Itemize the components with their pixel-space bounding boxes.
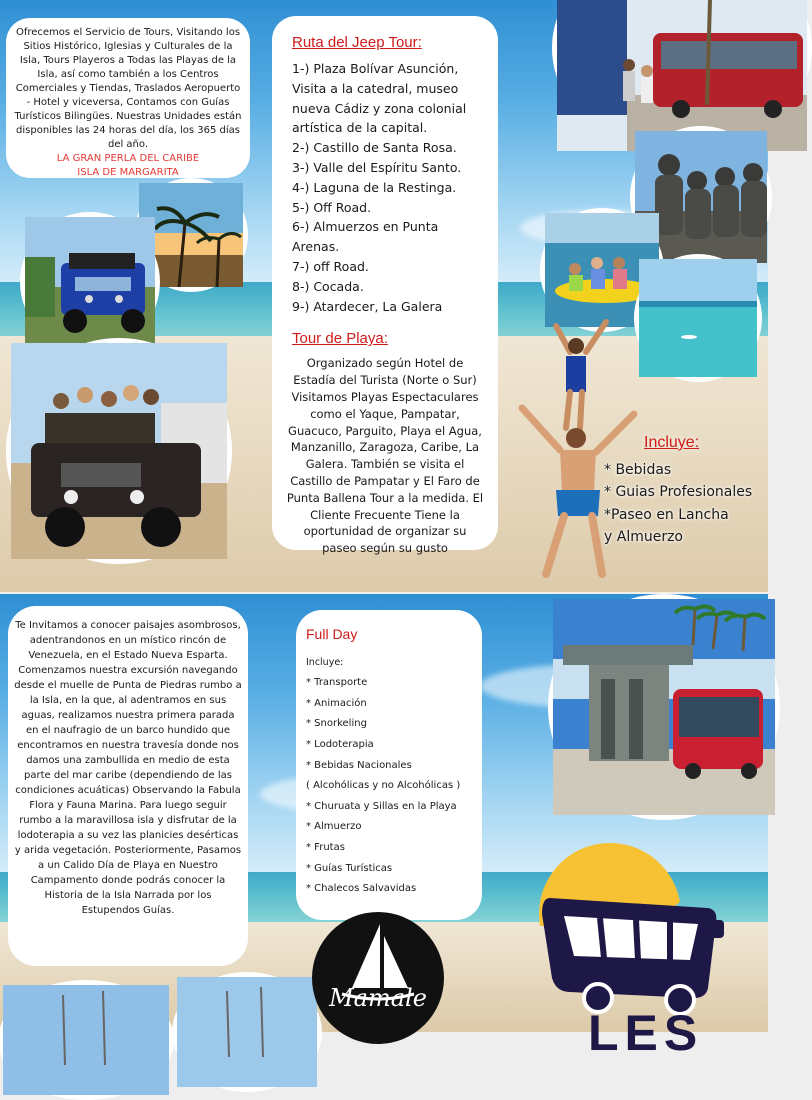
jeep-tour-stop: 7-) off Road. — [292, 258, 369, 274]
jeep-tour-stop: 3-) Valle del Espíritu Santo. — [292, 159, 462, 175]
full-day-items — [306, 673, 472, 900]
intro-paragraph: Ofrecemos el Servicio de Tours, Visitando los Sitios Histórico, Iglesias y Culturales de la Isla, Tours Playeros a Todas las Playas de la Isla, así como también a los Centros Comerciales y Tiendas, Traslados Aeropuerto - Hotel y viceversa, Contamos con Guías Turísticos Bilingües. Nuestras Unidades están disponibles las 24 horas del día, los 365 días del año. — [14, 27, 242, 150]
full-day-includes-label: Incluye: — [306, 656, 344, 668]
full-day-item: * Animación — [306, 697, 367, 709]
jeep-tour-stop: 6-) Almuerzos en Punta Arenas. — [292, 219, 439, 255]
includes-box — [604, 432, 768, 549]
blue-jeep-photo — [20, 212, 160, 352]
full-day-item: * Lodoterapia — [306, 738, 374, 750]
jeep-tour-stop: 9-) Atardecer, La Galera — [292, 298, 443, 314]
hotel-bus-photo — [548, 594, 780, 820]
full-day-card — [296, 610, 482, 920]
full-day-item: * Bebidas Nacionales — [306, 759, 412, 771]
slogan-line-1: LA GRAN PERLA DEL CARIBE — [56, 153, 200, 164]
jeep-tour-stop: 8-) Cocada. — [292, 278, 364, 294]
slogan-line-2: ISLA DE MARGARITA — [77, 167, 179, 178]
brand-wordmark-partial: LES — [588, 1005, 704, 1061]
excursion-description: Te Invitamos a conocer paisajes asombrosos, adentrandonos en un místico rincón de Venezuela, en el Estado Nueva Esparta. Comenzamos nuestra excursión navegando desde el muelle de Punta de Piedras rumbo a la Isla, en la que, al adentramos en sus aguas, realizamos nuestra primera parada en el naufragio de un barco hundido que encontramos en nuestra travesía donde nos damos una zambullida en medio de esta parte del mar caribe (dependiendo de las condiciones acuáticas) Observando la Fabula Flora y Fauna Marina. Para luego seguir rumbo a la maravillosa isla y disfrutar de la lodoterapia a su vez las planicies desérticas y arida vegetación. Posteriormente, Pasamos a un Calido Día de Playa en Nuestro Campamento donde podrás conocer la Historia de la Isla Narrada por los Estupendos Guías. — [14, 620, 242, 916]
full-day-title: Full Day — [306, 626, 358, 642]
sailboat-icon — [312, 912, 444, 1044]
mamale-logo — [312, 912, 444, 1044]
includes-list — [604, 459, 768, 549]
boats-photo-partial — [172, 972, 322, 1092]
harbor-photo-partial — [0, 980, 174, 1100]
bus-sun-icon — [530, 832, 730, 1032]
jeep-tour-title: Ruta del Jeep Tour: — [292, 34, 422, 51]
beach-tour-text: Organizado según Hotel de Estadía del Turista (Norte o Sur) Visitamos Playas Espectaculares como el Yaque, Pampatar, Guacuco, Parguito, Playa el Agua, Manzanillo, Zaragoza, Caribe, La Galera. También se visita el Castillo de Pampatar y El Faro de Punta Ballena Tour a la medida. El Cliente Frecuente Tiene la oportunidad de organizar su paseo según su gusto — [286, 356, 484, 556]
full-day-item: * Almuerzo — [306, 821, 362, 833]
jeep-safari-group-photo — [6, 338, 232, 564]
full-day-item: * Transporte — [306, 677, 368, 689]
intro-card — [6, 18, 250, 178]
jeep-tour-stops — [292, 59, 484, 316]
full-day-item: * Frutas — [306, 841, 345, 853]
turquoise-sea-photo — [634, 254, 762, 382]
full-day-item: * Chalecos Salvavidas — [306, 883, 417, 895]
includes-title: Incluye: — [644, 434, 700, 451]
excursion-description-card — [8, 606, 248, 966]
jeep-tour-stop: 1-) Plaza Bolívar Asunción, Visita a la catedral, museo nueva Cádiz y zona colonial artística de la capital. — [292, 61, 467, 136]
beach-tour-title: Tour de Playa: — [292, 330, 388, 348]
jeep-tour-stop: 2-) Castillo de Santa Rosa. — [292, 140, 457, 156]
mamale-wordmark: Mamale — [329, 984, 427, 1012]
brochure-bottom-panel — [0, 594, 768, 1061]
includes-item: *Paseo en Lancha — [604, 506, 729, 523]
jeep-tour-stop: 5-) Off Road. — [292, 199, 372, 215]
full-day-item: * Churuata y Sillas en la Playa — [306, 800, 457, 812]
includes-item: * Bebidas — [604, 461, 672, 478]
includes-item: y Almuerzo — [604, 529, 683, 545]
full-day-item: * Snorkeling — [306, 718, 367, 730]
jeep-tour-card — [272, 16, 498, 556]
full-day-item: * Guías Turísticas — [306, 862, 393, 874]
bus-company-logo — [530, 832, 730, 1061]
jeep-tour-stop: 4-) Laguna de la Restinga. — [292, 179, 457, 195]
full-day-item: ( Alcohólicas y no Alcohólicas ) — [306, 780, 461, 792]
includes-item: * Guias Profesionales — [604, 484, 753, 500]
